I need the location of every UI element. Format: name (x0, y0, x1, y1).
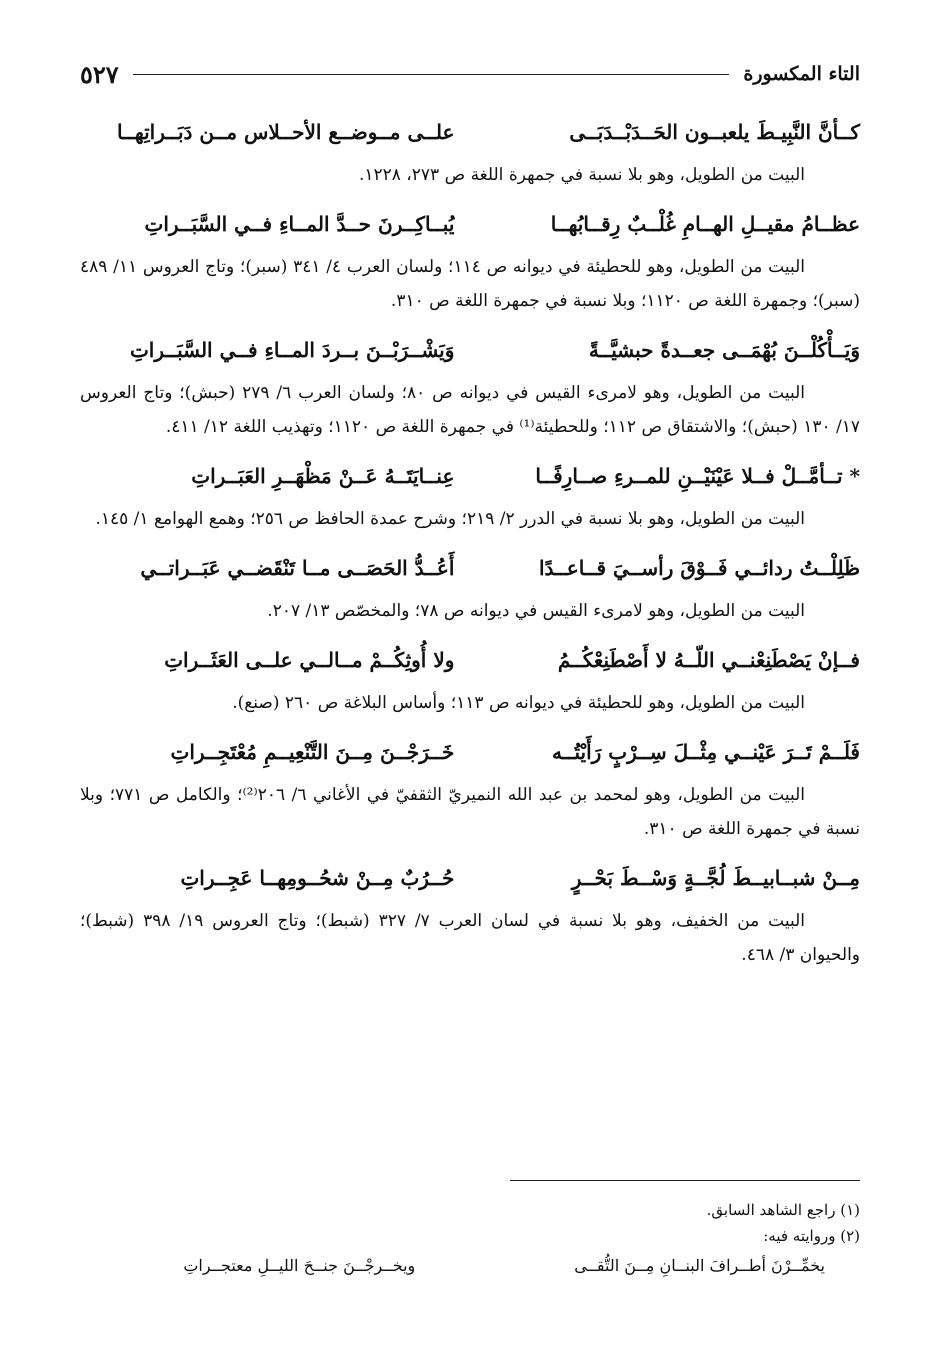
verse-commentary: البيت من الطويل، وهو للحطيئة في ديوانه ص ١١٣؛ وأساس البلاغة ص ٢٦٠ (صنع). (232, 693, 805, 713)
second-hemistich: حُــرُبٌ مِــنْ شحُــومِهــا عَجِــراتِ (180, 866, 455, 890)
first-hemistich: كــأنَّ النَّبِيـطَ يلعبــون الحَــدَبْــدَبَــى (569, 120, 860, 144)
page-number: ٥٢٧ (80, 59, 119, 89)
verse-commentary: البيت من الطويل، وهو لامرىء القيس في ديوانه ص ٧٨؛ والمخصّص ١٣/ ٢٠٧. (267, 601, 805, 621)
verse-line (80, 106, 860, 158)
verse-commentary: البيت من الطويل، وهو لمحمد بن عبد الله النميريّ الثقفيّ في الأغاني ٦/ ٢٠٦⁽²⁾؛ والكامل ص ٧٧١؛ وبلا نسبة في جمهرة اللغة ص ٣١٠. (80, 785, 860, 839)
first-hemistich: مِــنْ شبــابيــطَ لُجَّــةٍ وَسْــطَ بَحْــرٍ (571, 866, 860, 890)
verse-line (80, 726, 860, 778)
verse-commentary: البيت من الطويل، وهو بلا نسبة في الدرر ٢/ ٢١٩؛ وشرح عمدة الحافظ ص ٢٥٦؛ وهمع الهوامع ١/ ١٤٥. (95, 509, 805, 529)
second-hemistich: أَعُــدُّ الحَصَــى مــا تَنْقَضــي عَبَــراتــي (140, 556, 455, 580)
second-hemistich: عِنــايَتَــهُ عَــنْ مَظْهَــرِ العَبَــراتِ (191, 464, 455, 488)
header-rule (133, 74, 730, 75)
second-hemistich: علــى مــوضــع الأحــلاس مــن دَبَــراتِهــا (117, 120, 455, 144)
footnotes (80, 1180, 860, 1283)
first-hemistich: * تــأمَّــلْ فــلا عَيْنَيْــنِ للمــرءِ صــارِفًــا (535, 464, 860, 488)
verse-entry (80, 324, 860, 444)
verse-commentary: البيت من الطويل، وهو للحطيئة في ديوانه ص ١١٤؛ ولسان العرب ٤/ ٣٤١ (سبر)؛ وتاج العروس ١١/ ٤٨٩ (سبر)؛ وجمهرة اللغة ص ١١٢٠؛ وبلا نسبة في جمهرة اللغة ص ٣١٠. (80, 257, 860, 311)
verse-line (80, 198, 860, 250)
verse-entry (80, 198, 860, 318)
verse-line (80, 634, 860, 686)
verse-entry (80, 450, 860, 536)
verse-commentary: البيت من الخفيف، وهو بلا نسبة في لسان العرب ٧/ ٣٢٧ (شبط)؛ وتاج العروس ١٩/ ٣٩٨ (شبط)؛ والحيوان ٣/ ٤٦٨. (80, 911, 860, 965)
second-hemistich: خَــرَجْــنَ مِــنَ التَّنْعِيــمِ مُعْتَجِــراتِ (170, 740, 455, 764)
first-hemistich: فــإنْ يَصْطَنِعْنــي اللّــهُ لا أَصْطَنِعْكُــمُ (557, 648, 860, 672)
verse-entry (80, 726, 860, 846)
footnote-1: (١) راجع الشاهد السابق. (706, 1201, 860, 1219)
footnote-rule (510, 1180, 860, 1181)
second-hemistich: يُبــاكِــرنَ حــدَّ المــاءِ فــي السَّبَــراتِ (144, 212, 455, 236)
verse-line (80, 542, 860, 594)
verse-line (80, 450, 860, 502)
first-hemistich: عظــامُ مقيــلِ الهــامِ غُلْــبٌ رِقــابُهــا (550, 212, 860, 236)
verse-entry (80, 542, 860, 628)
verse-entry (80, 106, 860, 192)
verse-line (80, 324, 860, 376)
footnote-2: (٢) وروايته فيه: (763, 1227, 860, 1245)
verse-commentary: البيت من الطويل، وهو بلا نسبة في جمهرة اللغة ص ٢٧٣، ١٢٢٨. (358, 165, 805, 185)
footnote-second-hemistich: ويخــرجْــنَ جنــحَ الليــلِ معتجــراتِ (183, 1256, 416, 1275)
second-hemistich: وَيَشْــرَبْــنَ بــردَ المــاءِ فــي السَّبَــراتِ (129, 338, 455, 362)
verse-line (80, 852, 860, 904)
first-hemistich: وَيَــأْكُلْــنَ بُهْمَــى جعــدةً حبشيَّــةً (588, 338, 860, 362)
running-title: التاء المكسورة (743, 63, 860, 85)
page-header (80, 54, 860, 94)
second-hemistich: ولا أُوثِكُــمْ مــالــي علــى العَثَــراتِ (164, 648, 455, 672)
first-hemistich: فَلَــمْ تَــرَ عَيْنــي مِثْــلَ سِــرْبٍ رَأَيْتُــه (552, 740, 860, 764)
footnote-verse (80, 1249, 860, 1283)
verse-entry (80, 852, 860, 972)
footnote-first-hemistich: يخمِّــرْنَ أطــرافَ البنــانِ مِــنَ التُّقــى (574, 1256, 825, 1275)
first-hemistich: ظَلِلْــتُ ردائــي فَــوْقَ رأســيَ قــاعــدًا (538, 556, 860, 580)
verse-entry (80, 634, 860, 720)
page-body (80, 106, 860, 978)
verse-commentary: البيت من الطويل، وهو لامرىء القيس في ديوانه ص ٨٠؛ ولسان العرب ٦/ ٢٧٩ (حبش)؛ وتاج العروس ١٧/ ١٣٠ (حبش)؛ والاشتقاق ص ١١٢؛ وللحطيئة⁽¹⁾ في جمهرة اللغة ص ١١٢٠؛ وتهذيب اللغة ١٢/ ٤١١. (80, 383, 860, 437)
